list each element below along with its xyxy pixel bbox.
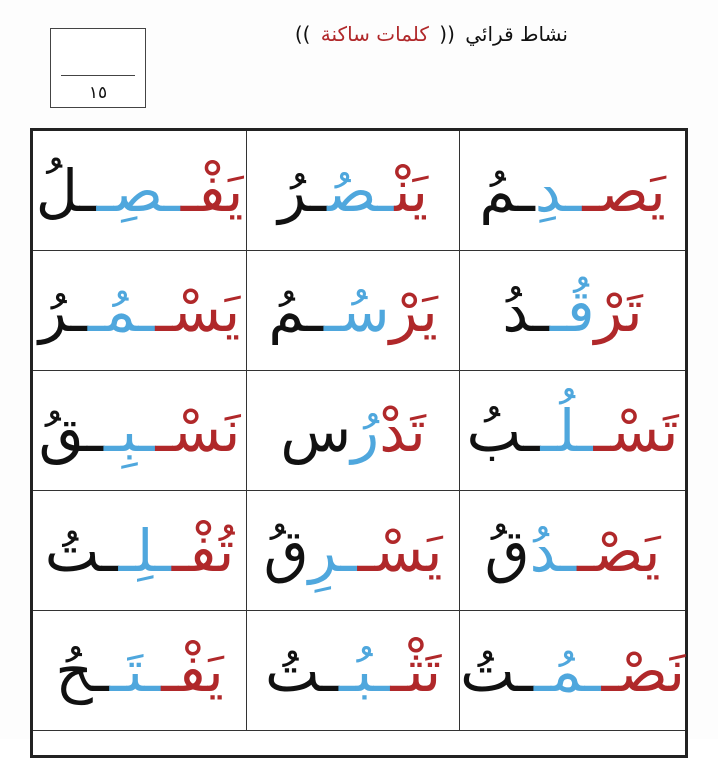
word-segment-black: ـلُ	[35, 156, 97, 225]
word-text	[38, 276, 241, 345]
word-segment-blue: رُ	[351, 396, 380, 465]
word-segment-black: ـرُ	[38, 276, 88, 345]
word-text	[44, 516, 235, 585]
word-segment-red: يَسْـ	[155, 276, 241, 345]
word-text	[479, 156, 666, 225]
word-segment-blue: ـمُـ	[87, 276, 156, 345]
word-segment-red: تَثْـ	[390, 636, 442, 705]
word-segment-black: ـتُ	[44, 516, 119, 585]
word-cell	[33, 491, 246, 611]
word-segment-black: ـرُ	[278, 156, 328, 225]
word-segment-black: ـبُ	[466, 396, 541, 465]
word-segment-red: يَصْـ	[577, 516, 661, 585]
word-segment-red: يَصـ	[582, 156, 666, 225]
word-grid	[30, 128, 688, 758]
word-text	[38, 396, 241, 465]
word-text	[268, 276, 438, 345]
word-text	[460, 636, 685, 705]
word-segment-blue: ـتَـ	[109, 636, 162, 705]
word-segment-blue: ـدِ	[534, 156, 583, 225]
score-value: ١٥	[88, 83, 108, 103]
word-cell	[246, 131, 459, 251]
word-cell	[246, 611, 459, 731]
word-segment-black: ـمُ	[268, 276, 324, 345]
word-text	[55, 636, 224, 705]
word-segment-red: نَسْـ	[155, 396, 241, 465]
word-cell	[33, 611, 246, 731]
word-segment-red: نَصْـ	[601, 636, 685, 705]
word-text	[278, 156, 429, 225]
word-segment-black: ـدُ	[502, 276, 550, 345]
worksheet-header	[291, 22, 568, 46]
word-segment-black: ـتُ	[460, 636, 535, 705]
word-segment-red: تُفْـ	[171, 516, 235, 585]
word-segment-blue: ـلِـ	[118, 516, 172, 585]
word-segment-red: تَدْ	[379, 396, 426, 465]
word-cell	[33, 251, 246, 371]
header-bracket-close: ))	[294, 22, 311, 46]
word-segment-blue: ـلُـ	[540, 396, 594, 465]
word-cell	[246, 371, 459, 491]
word-text	[502, 276, 643, 345]
word-segment-black: قُ	[484, 516, 530, 585]
word-text	[466, 396, 679, 465]
word-cell	[246, 491, 459, 611]
score-divider	[61, 75, 135, 76]
word-segment-blue: سُـ	[324, 276, 390, 345]
word-cell	[459, 371, 685, 491]
word-segment-black: ـمُ	[479, 156, 535, 225]
word-segment-blue: ـصُ	[327, 156, 395, 225]
word-segment-blue: ـرِ	[308, 516, 358, 585]
word-text	[263, 516, 443, 585]
word-text	[265, 636, 442, 705]
word-segment-red: يَفْـ	[180, 156, 244, 225]
header-prefix: نشاط قرائي	[465, 22, 568, 46]
word-segment-red: تَسْـ	[593, 396, 679, 465]
word-segment-black: قُ	[263, 516, 309, 585]
word-segment-red: يَفْـ	[161, 636, 224, 705]
word-segment-red: يَسْـ	[357, 516, 443, 585]
word-segment-red: يَنْ	[394, 156, 429, 225]
word-segment-black: ـحُ	[55, 636, 110, 705]
word-text	[280, 396, 426, 465]
word-segment-red: يَرْ	[389, 276, 438, 345]
word-segment-blue: ـبِـ	[104, 396, 156, 465]
word-cell	[33, 371, 246, 491]
word-text	[35, 156, 244, 225]
word-cell	[459, 131, 685, 251]
word-segment-red: تَرْ	[594, 276, 643, 345]
word-cell	[33, 131, 246, 251]
word-text	[484, 516, 661, 585]
score-box	[50, 28, 146, 108]
word-segment-black: ـتُ	[265, 636, 339, 705]
word-segment-blue: ـمُـ	[534, 636, 602, 705]
header-bracket-open: ((	[439, 22, 455, 46]
word-segment-blue: ـصِـ	[96, 156, 181, 225]
word-segment-blue: قُـ	[549, 276, 595, 345]
word-segment-blue: ـبُـ	[338, 636, 391, 705]
word-segment-black: ـقُ	[38, 396, 105, 465]
word-cell	[459, 611, 685, 731]
word-segment-blue: ـدُ	[529, 516, 578, 585]
worksheet-title: كلمات ساكنة	[320, 22, 429, 46]
word-segment-black: س	[280, 396, 352, 465]
word-cell	[459, 491, 685, 611]
word-cell	[246, 251, 459, 371]
word-cell	[459, 251, 685, 371]
